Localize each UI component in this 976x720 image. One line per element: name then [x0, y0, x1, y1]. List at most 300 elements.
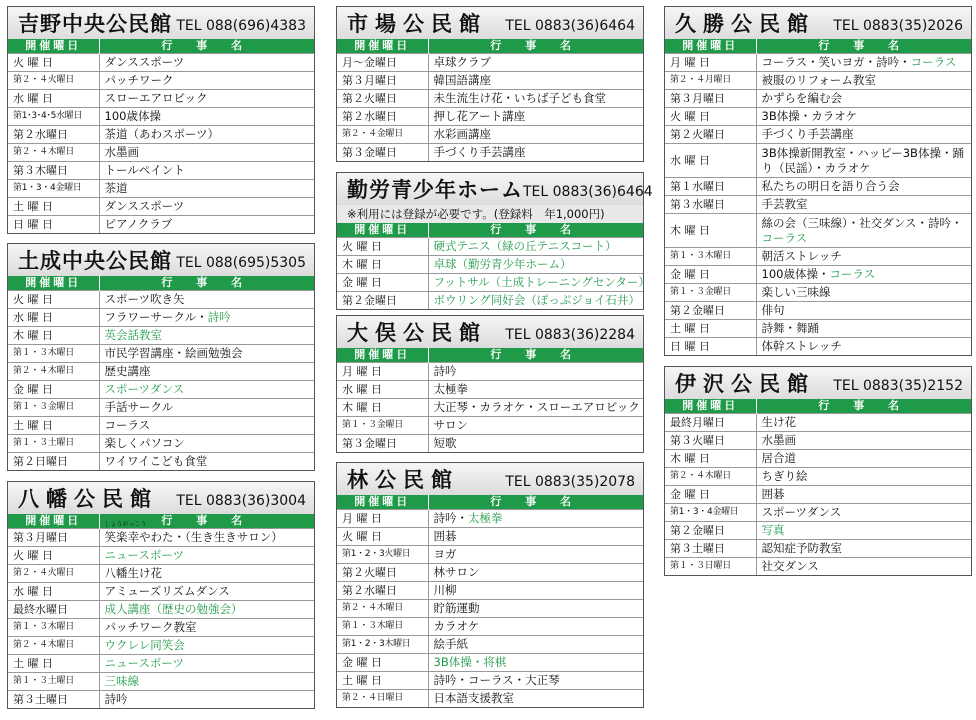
event-cell [99, 309, 314, 327]
event-cell [428, 618, 643, 636]
event-cell [756, 486, 971, 504]
event-cell [99, 126, 314, 144]
hayashi-panel [336, 462, 644, 708]
day-cell: 第1･3･4･5水曜日 [8, 108, 99, 126]
kyusho-panel [664, 6, 972, 356]
event-text: ワイワイこども食堂 [104, 454, 208, 468]
event-cell [99, 547, 314, 565]
event-text: 3B体操新開教室・ハッピー3B体操・踊り（民謡）・カラオケ [761, 145, 964, 175]
event-text: 卓球クラブ [433, 55, 491, 69]
table-row [337, 636, 643, 654]
event-text-highlight: 太極拳 [468, 511, 503, 525]
event-text: スポーツダンス [761, 505, 842, 519]
day-cell: 第２・４火曜日 [8, 72, 99, 90]
event-text: 手話サークル [104, 400, 174, 414]
event-cell [428, 108, 643, 126]
day-cell: 第２金曜日 [665, 302, 756, 320]
table-row [665, 126, 971, 144]
col-event-header: 行 事 名 [428, 223, 643, 238]
event-text: 水墨画 [104, 145, 139, 159]
table-row [665, 504, 971, 522]
event-text: 手づくり手芸講座 [761, 127, 854, 141]
day-cell: 第２・４金曜日 [337, 126, 428, 144]
event-cell [756, 248, 971, 266]
col-event-header: 行 事 名 [428, 39, 643, 54]
day-cell: 金 曜 日 [337, 274, 428, 292]
event-text: 詩舞・舞踊 [761, 321, 819, 335]
table-row [337, 292, 643, 310]
table-row [8, 583, 314, 601]
table-row [8, 655, 314, 673]
event-cell [99, 363, 314, 381]
day-cell: 木 曜 日 [337, 256, 428, 274]
day-cell: 第２火曜日 [337, 90, 428, 108]
event-text-highlight: コーラス [910, 55, 957, 69]
event-text: 太極拳 [433, 382, 468, 396]
event-text: 歴史講座 [104, 364, 151, 378]
event-text: 朝活ストレッチ [761, 249, 842, 263]
event-cell [428, 363, 643, 381]
schedule-table [337, 348, 643, 452]
event-text: 押し花アート講座 [433, 109, 526, 123]
event-text: 楽しくパソコン [104, 436, 185, 450]
event-cell [756, 90, 971, 108]
event-text-highlight: 三味線 [104, 674, 139, 688]
event-cell [756, 414, 971, 432]
yoshino-panel [7, 6, 315, 234]
day-cell: 第２火曜日 [665, 126, 756, 144]
day-cell: 第３月曜日 [337, 72, 428, 90]
event-cell [756, 540, 971, 558]
day-cell: 月 曜 日 [665, 54, 756, 72]
event-text: フラワーサークル・ [104, 310, 208, 324]
col-day-header: 開催曜日 [665, 39, 756, 54]
table-row [337, 435, 643, 453]
event-text: 林サロン [433, 565, 480, 579]
event-cell [756, 54, 971, 72]
day-cell: 金 曜 日 [8, 381, 99, 399]
event-cell [756, 320, 971, 338]
event-text: 3B体操・カラオケ [761, 109, 857, 123]
event-cell [99, 54, 314, 72]
event-text: ピアノクラブ [104, 217, 173, 231]
table-row [665, 558, 971, 576]
event-cell [756, 126, 971, 144]
day-cell: 第１・３木曜日 [337, 618, 428, 636]
event-cell [99, 453, 314, 471]
event-text: 手づくり手芸講座 [433, 145, 526, 159]
day-cell: 火 曜 日 [8, 547, 99, 565]
day-cell: 火 曜 日 [337, 528, 428, 546]
event-text: 韓国語講座 [433, 73, 491, 87]
day-cell: 第２水曜日 [337, 108, 428, 126]
event-cell [756, 196, 971, 214]
col-event-header: 行 事 名 [428, 495, 643, 510]
table-row [8, 345, 314, 363]
event-text: サロン [433, 418, 468, 432]
table-row [665, 214, 971, 248]
table-row [337, 528, 643, 546]
registration-note: ※利用には登録が必要です。(登録料 年1,000円) [337, 205, 643, 223]
table-row [337, 72, 643, 90]
day-cell: 金 曜 日 [665, 486, 756, 504]
day-cell: 土 曜 日 [665, 320, 756, 338]
event-cell [428, 126, 643, 144]
table-row [8, 547, 314, 565]
table-row [337, 600, 643, 618]
day-cell: 最終月曜日 [665, 414, 756, 432]
table-row [665, 522, 971, 540]
table-row [665, 72, 971, 90]
col-day-header: 開催曜日 [337, 223, 428, 238]
event-text: かずらを編む会 [761, 91, 842, 105]
table-row [337, 381, 643, 399]
event-text: アミューズリズムダンス [104, 584, 230, 598]
hall-name: 久勝公民館 [675, 12, 815, 36]
event-text: 茶道 [104, 181, 128, 195]
day-cell: 土 曜 日 [8, 198, 99, 216]
day-cell: 第３金曜日 [337, 144, 428, 162]
event-cell [99, 399, 314, 417]
event-text-highlight: 写真 [761, 523, 785, 537]
event-text-highlight: ボウリング同好会（ぽっぷジョイ石井） [433, 293, 641, 307]
event-cell [756, 178, 971, 196]
event-text-highlight: コーラス [829, 267, 876, 281]
day-cell: 第２・４木曜日 [337, 600, 428, 618]
table-row [8, 162, 314, 180]
event-text: 茶道（あわスポーツ） [104, 127, 220, 141]
day-cell: 第２・４木曜日 [665, 468, 756, 486]
event-text: コーラス・笑いヨガ・詩吟・ [761, 55, 911, 69]
day-cell: 第３月曜日 [665, 90, 756, 108]
event-text: 日本語支援教室 [433, 691, 514, 705]
table-row [665, 338, 971, 356]
hall-tel: TEL 0883(35)2026 [833, 18, 963, 34]
ruby-reading: しょうがっこう [104, 521, 147, 528]
day-cell: 土 曜 日 [8, 417, 99, 435]
hall-tel: TEL 0883(36)2284 [505, 327, 635, 343]
event-cell [99, 601, 314, 619]
event-cell [428, 564, 643, 582]
event-cell [756, 214, 971, 248]
yawata-panel [7, 481, 315, 709]
event-text: 未生流生け花・いちば子ども食堂 [433, 91, 606, 105]
day-cell: 水 曜 日 [665, 144, 756, 178]
event-cell [99, 327, 314, 345]
event-cell [428, 274, 650, 292]
day-cell: 第２金曜日 [337, 292, 428, 310]
event-text: カラオケ [433, 619, 480, 633]
event-cell [428, 417, 643, 435]
event-text: コーラス [104, 418, 151, 432]
event-cell [756, 522, 971, 540]
table-row [8, 381, 314, 399]
hall-tel: TEL 0883(36)6464 [505, 18, 635, 34]
day-cell: 第３月曜日 [8, 529, 99, 547]
day-cell: 第１・３木曜日 [8, 619, 99, 637]
event-text: 生け花 [761, 415, 796, 429]
event-text: 被服のリフォーム教室 [761, 73, 876, 87]
event-cell [99, 108, 314, 126]
event-cell [756, 338, 971, 356]
table-row [8, 363, 314, 381]
table-row [8, 327, 314, 345]
day-cell: 第１・３金曜日 [337, 417, 428, 435]
table-row [337, 618, 643, 636]
event-cell [428, 636, 643, 654]
event-cell [99, 655, 314, 673]
day-cell: 最終水曜日 [8, 601, 99, 619]
col-day-header: 開催曜日 [8, 276, 99, 291]
day-cell: 金 曜 日 [337, 654, 428, 672]
event-text: 絲の会（三味線）・社交ダンス・詩吟・ [761, 215, 963, 230]
event-text: 水墨画 [761, 433, 796, 447]
event-cell [428, 582, 643, 600]
event-text: 私たちの明日を語り合う会 [761, 179, 900, 193]
table-row [337, 672, 643, 690]
event-text: 絵手紙 [433, 637, 468, 651]
event-cell [99, 435, 314, 453]
day-cell: 第１・３木曜日 [8, 345, 99, 363]
event-cell [756, 450, 971, 468]
event-text-highlight: 英会話教室 [104, 328, 162, 342]
table-row [337, 510, 643, 528]
event-text-highlight: ニュースポーツ [104, 656, 184, 670]
event-cell [428, 292, 643, 310]
day-cell: 第２水曜日 [337, 582, 428, 600]
event-cell [428, 144, 643, 162]
col-event-header: 行 事 名 [756, 39, 971, 54]
table-row [337, 274, 643, 292]
hall-tel: TEL 0883(35)2078 [505, 474, 635, 490]
day-cell: 水 曜 日 [8, 309, 99, 327]
event-cell [428, 399, 643, 417]
table-row [337, 582, 643, 600]
event-cell [99, 381, 314, 399]
day-cell: 第１・３日曜日 [665, 558, 756, 576]
event-cell [756, 558, 971, 576]
day-cell: 木 曜 日 [8, 327, 99, 345]
hall-name: 市場公民館 [347, 12, 487, 36]
schedule-table [665, 399, 971, 575]
table-row [337, 564, 643, 582]
event-text-highlight: 卓球（勤労青少年ホーム） [433, 257, 572, 271]
event-text: ちぎり絵 [761, 469, 808, 483]
hall-name: 土成中央公民館 [18, 249, 172, 273]
table-row [665, 90, 971, 108]
day-cell: 日 曜 日 [665, 338, 756, 356]
hall-name: 吉野中央公民館 [18, 12, 172, 36]
event-cell [428, 256, 643, 274]
event-text: 囲碁 [433, 529, 457, 543]
day-cell: 金 曜 日 [665, 266, 756, 284]
event-cell [428, 654, 643, 672]
event-text: スローエアロビック [104, 91, 208, 105]
table-row [8, 435, 314, 453]
hall-name: 八幡公民館 [18, 487, 158, 511]
col-event-header: 行 事 名 [99, 514, 314, 529]
table-row [665, 432, 971, 450]
event-cell [99, 673, 314, 691]
event-text: 川柳 [433, 583, 457, 597]
event-cell [428, 672, 643, 690]
event-cell [428, 600, 643, 618]
hall-name: 勤労青少年ホーム [347, 178, 523, 202]
event-cell [99, 72, 314, 90]
schedule-table [665, 39, 971, 355]
table-row [8, 673, 314, 691]
event-text: 楽しい三味線 [761, 285, 831, 299]
col-day-header: 開催曜日 [337, 348, 428, 363]
table-row [8, 691, 314, 709]
day-cell: 月 曜 日 [337, 510, 428, 528]
day-cell: 日 曜 日 [8, 216, 99, 234]
event-cell [428, 90, 643, 108]
event-text-highlight: コーラス [761, 230, 808, 245]
hall-tel: TEL 088(696)4383 [176, 18, 306, 34]
day-cell: 火 曜 日 [8, 54, 99, 72]
table-row [665, 54, 971, 72]
table-row [665, 144, 971, 178]
day-cell: 第1・2・3火曜日 [337, 546, 428, 564]
day-cell: 第２水曜日 [8, 126, 99, 144]
event-cell [99, 345, 314, 363]
event-text: 大正琴・カラオケ・スローエアロビック [433, 400, 640, 414]
event-cell [756, 144, 971, 178]
event-text: 市民学習講座・絵画勉強会 [104, 346, 243, 360]
day-cell: 土 曜 日 [8, 655, 99, 673]
day-cell: 木 曜 日 [665, 214, 756, 248]
event-cell [99, 198, 314, 216]
table-row [337, 654, 643, 672]
event-text: 八幡生け花 [104, 566, 162, 580]
event-cell [428, 435, 643, 453]
event-text: パッチワーク [104, 73, 174, 87]
table-row [8, 291, 314, 309]
ookubo-panel [336, 315, 644, 453]
hall-name: 伊沢公民館 [675, 372, 815, 396]
event-cell [756, 432, 971, 450]
table-row [8, 54, 314, 72]
day-cell: 火 曜 日 [337, 238, 428, 256]
table-row [665, 108, 971, 126]
table-row [8, 529, 314, 547]
event-text: 詩吟 [104, 692, 128, 706]
event-cell [99, 417, 314, 435]
event-text: 認知症予防教室 [761, 541, 842, 555]
col-event-header: 行 事 名 [99, 276, 314, 291]
schedule-table [8, 39, 314, 233]
event-cell [428, 72, 643, 90]
schedule-table [337, 495, 643, 707]
day-cell: 火 曜 日 [8, 291, 99, 309]
event-cell [99, 521, 314, 547]
event-text: パッチワーク教室 [104, 620, 197, 634]
day-cell: 第３土曜日 [8, 691, 99, 709]
table-row [665, 178, 971, 196]
event-cell [428, 381, 643, 399]
day-cell: 第３火曜日 [665, 432, 756, 450]
event-text-highlight: 成人講座（歴史の勉強会） [104, 602, 243, 616]
table-row [665, 414, 971, 432]
table-row [337, 417, 643, 435]
day-cell: 第１・３土曜日 [8, 435, 99, 453]
event-cell [428, 546, 643, 564]
table-row [665, 540, 971, 558]
col-day-header: 開催曜日 [337, 495, 428, 510]
table-row [665, 196, 971, 214]
day-cell: 第２・４月曜日 [665, 72, 756, 90]
day-cell: 第１・３木曜日 [665, 248, 756, 266]
day-cell: 月 曜 日 [337, 363, 428, 381]
event-text: スポーツ吹き矢 [104, 292, 185, 306]
table-row [8, 198, 314, 216]
event-cell [428, 54, 643, 72]
hall-tel: TEL 088(695)5305 [176, 255, 306, 271]
col-day-header: 開催曜日 [665, 399, 756, 414]
event-text-highlight: ウクレレ同笑会 [104, 638, 185, 652]
day-cell: 土 曜 日 [337, 672, 428, 690]
event-text: 囲碁 [761, 487, 785, 501]
day-cell: 木 曜 日 [665, 450, 756, 468]
day-cell: 第２金曜日 [665, 522, 756, 540]
table-row [8, 453, 314, 471]
table-row [337, 54, 643, 72]
event-text: 貯筋運動 [433, 601, 480, 615]
table-row [8, 108, 314, 126]
event-text: 詩吟・ [433, 511, 468, 525]
hall-tel: TEL 0883(36)6464 [523, 184, 653, 200]
day-cell: 月～金曜日 [337, 54, 428, 72]
day-cell: 第１・３土曜日 [8, 673, 99, 691]
day-cell: 第２・４木曜日 [8, 363, 99, 381]
day-cell: 第１・３金曜日 [8, 399, 99, 417]
event-text: 水彩画講座 [433, 127, 491, 141]
event-cell [756, 266, 971, 284]
event-cell [756, 468, 971, 486]
table-row [8, 144, 314, 162]
table-row [337, 144, 643, 162]
table-row [8, 180, 314, 198]
event-cell [99, 583, 314, 601]
table-row [8, 417, 314, 435]
event-text-highlight: ニュースポーツ [104, 548, 184, 562]
day-cell: 木 曜 日 [337, 399, 428, 417]
hall-name: 大俣公民館 [347, 321, 487, 345]
col-event-header: 行 事 名 [99, 39, 314, 54]
hall-name: 林公民館 [347, 468, 459, 492]
day-cell: 第２日曜日 [8, 453, 99, 471]
event-text-highlight: スポーツダンス [104, 382, 185, 396]
schedule-table [8, 514, 314, 708]
ruby-base-text: 笑楽幸 [104, 530, 139, 544]
day-cell: 第２・４木曜日 [8, 637, 99, 655]
event-text: 社交ダンス [761, 559, 819, 573]
day-cell: 水 曜 日 [8, 90, 99, 108]
col-day-header: 開催曜日 [8, 39, 99, 54]
event-cell [428, 528, 643, 546]
day-cell: 第２火曜日 [337, 564, 428, 582]
event-text: ダンススポーツ [104, 55, 185, 69]
table-row [665, 266, 971, 284]
event-cell [428, 510, 643, 528]
hall-tel: TEL 0883(36)3004 [176, 493, 306, 509]
table-row [8, 309, 314, 327]
event-cell [99, 180, 314, 198]
event-text: 100歳体操 [104, 109, 161, 123]
day-cell: 火 曜 日 [665, 108, 756, 126]
day-cell: 第２・４木曜日 [8, 144, 99, 162]
